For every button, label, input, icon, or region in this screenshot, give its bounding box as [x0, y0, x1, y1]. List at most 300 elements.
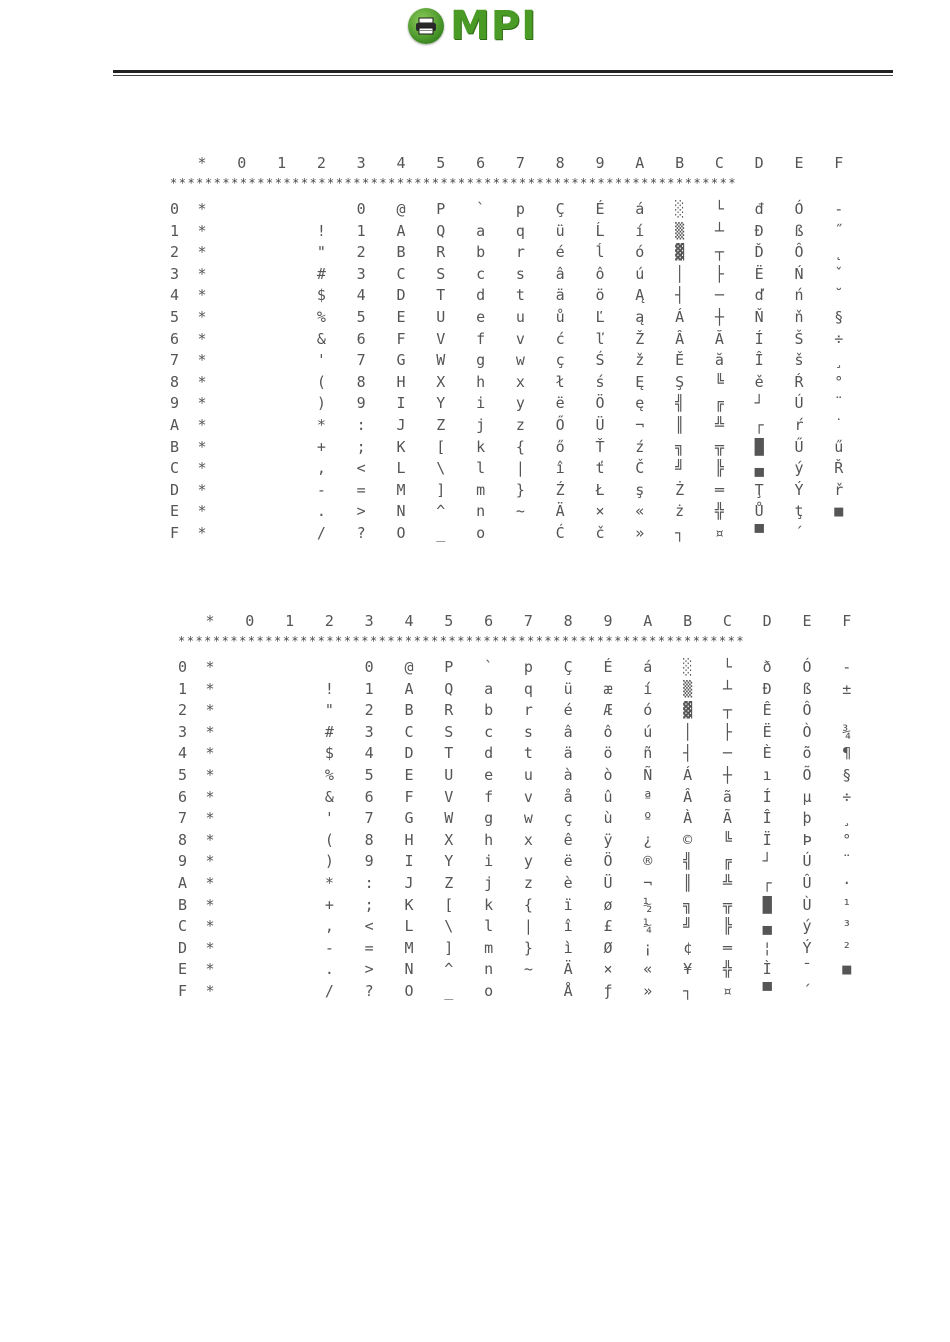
row-label: 4	[178, 744, 188, 763]
table-cell: 6	[364, 787, 374, 806]
table-cell: ą	[635, 308, 645, 326]
table-cell: Î	[754, 351, 764, 370]
table-row	[178, 657, 858, 678]
table-cell: ð	[762, 658, 772, 676]
table-cell: Ů	[754, 502, 764, 521]
table-cell: Ý	[802, 938, 812, 957]
table-cell: é	[555, 243, 565, 262]
table-row	[178, 787, 858, 808]
table-cell: §	[834, 308, 844, 326]
table-cell: Ë	[762, 722, 772, 741]
table-cell: │	[683, 722, 693, 741]
table-cell: ý	[794, 459, 804, 478]
table-cell: :	[356, 416, 366, 434]
table-cell: ╚	[722, 830, 732, 849]
table-cell: V	[436, 329, 446, 348]
table-cell: ˛	[834, 243, 844, 262]
table-cell: T	[436, 286, 446, 305]
table-cell: e	[484, 766, 494, 784]
row-label: F	[178, 982, 188, 1000]
table-cell: ú	[635, 264, 645, 283]
table-cell: Ř	[834, 459, 844, 478]
table-cell: ¸	[834, 351, 844, 370]
table-cell: =	[364, 938, 374, 957]
table-cell: ÷	[834, 329, 844, 348]
table-cell: P	[436, 200, 446, 218]
table-cell: ő	[555, 437, 565, 456]
table-cell: )	[324, 852, 334, 871]
table-cell: º	[643, 809, 653, 828]
table-cell: ø	[603, 895, 613, 914]
table-cell: )	[316, 394, 326, 413]
table-cell: ▓	[683, 701, 693, 720]
table-cell: `	[476, 200, 486, 218]
table-cell: ▄	[762, 917, 772, 936]
table-cell: ¡	[643, 938, 653, 957]
table-cell: þ	[802, 809, 812, 828]
table-cell: k	[476, 437, 486, 456]
table-cell: ▓	[675, 243, 685, 262]
table-cell: n	[484, 960, 494, 979]
table-cell: N	[404, 960, 414, 979]
table-cell: L	[404, 917, 414, 936]
table-cell: U	[436, 308, 446, 326]
table-cell: m	[476, 480, 486, 499]
row-label: E	[178, 960, 188, 979]
table-cell: ┤	[675, 286, 685, 305]
table-cell: í	[635, 221, 645, 240]
row-label: D	[178, 938, 188, 957]
table-cell: {	[523, 895, 533, 914]
table-row	[170, 285, 850, 306]
table-cell: Y	[444, 852, 454, 871]
column-header: D	[762, 612, 772, 630]
column-header: 8	[563, 612, 573, 630]
table-cell: *	[205, 960, 215, 979]
table-cell: a	[476, 221, 486, 240]
table-cell: g	[476, 351, 486, 370]
table-cell: ½	[643, 895, 653, 914]
logo-text: MPI	[450, 3, 538, 49]
table-cell: È	[762, 744, 772, 763]
table-cell: J	[396, 416, 406, 434]
table-cell: J	[404, 874, 414, 892]
table-cell: ┌	[762, 874, 772, 892]
table-cell: N	[396, 502, 406, 521]
table-cell: *	[197, 524, 207, 542]
column-header: B	[683, 612, 693, 630]
table-cell: û	[603, 787, 613, 806]
table-cell: <	[364, 917, 374, 936]
table-cell: b	[476, 243, 486, 262]
table-cell: D	[404, 744, 414, 763]
table-cell: É	[595, 200, 605, 218]
table-cell: æ	[603, 679, 613, 698]
table-cell: Ő	[555, 416, 565, 434]
table-cell: Á	[683, 766, 693, 784]
table-cell: ╦	[714, 437, 724, 456]
table-cell: Ø	[603, 938, 613, 957]
table-cell: ?	[364, 982, 374, 1000]
table-cell: G	[404, 809, 414, 828]
table-cell: F	[404, 787, 414, 806]
table-cell: ┬	[722, 701, 732, 720]
column-header: 9	[595, 154, 605, 172]
table-cell: i	[476, 394, 486, 413]
table-cell: ╦	[722, 895, 732, 914]
table-cell: ô	[603, 722, 613, 741]
table-cell: Â	[683, 787, 693, 806]
table-cell: Â	[675, 329, 685, 348]
table-cell: Õ	[802, 766, 812, 784]
table-cell: Ô	[794, 243, 804, 262]
table-cell: ═	[722, 938, 732, 957]
table-cell: *	[197, 308, 207, 326]
table-cell: ]	[444, 938, 454, 957]
table-cell: ã	[722, 787, 732, 806]
row-label: 2	[170, 243, 180, 262]
table-cell: ÷	[842, 787, 852, 806]
table-cell: ©	[683, 830, 693, 849]
table-cell: *	[205, 658, 215, 676]
table-cell: u	[523, 766, 533, 784]
table-cell: █	[754, 437, 764, 456]
table-cell: h	[476, 372, 486, 391]
table-row	[170, 523, 850, 544]
table-cell: ŕ	[794, 416, 804, 434]
table-cell: ń	[794, 286, 804, 305]
table-cell: Ú	[802, 852, 812, 871]
table-cell: ─	[714, 286, 724, 305]
table-cell: ß	[794, 221, 804, 240]
table-cell: g	[484, 809, 494, 828]
table-cell: j	[484, 874, 494, 892]
table-row	[170, 480, 850, 501]
table-cell: *	[205, 744, 215, 763]
table-cell: Ó	[802, 658, 812, 676]
table-cell: å	[563, 787, 573, 806]
table-cell: ╗	[675, 437, 685, 456]
table-cell: ×	[603, 960, 613, 979]
table-cell: 8	[364, 830, 374, 849]
table-cell: Ì	[762, 960, 772, 979]
table-cell: ù	[603, 809, 613, 828]
table-cell: R	[436, 243, 446, 262]
table-cell: ¤	[722, 982, 732, 1000]
table-cell: *	[197, 416, 207, 434]
table-cell: ■	[834, 502, 844, 521]
table-cell: 5	[356, 308, 366, 326]
table-cell: ¨	[842, 852, 852, 871]
table-cell: °	[842, 830, 852, 849]
table-cell: a	[484, 679, 494, 698]
table-cell: 1	[364, 679, 374, 698]
table-cell: ÿ	[603, 830, 613, 849]
table-row	[178, 895, 858, 916]
table-cell: ±	[842, 679, 852, 698]
table-cell: ▒	[675, 221, 685, 240]
table-cell: ç	[563, 809, 573, 828]
table-cell: Ń	[794, 264, 804, 283]
row-label: 8	[178, 830, 188, 849]
table-cell: ţ	[794, 502, 804, 521]
table-cell: ř	[834, 480, 844, 499]
table-cell: '	[316, 351, 326, 370]
table-cell: Í	[762, 787, 772, 806]
row-label: 5	[178, 766, 188, 784]
table-cell: °	[834, 372, 844, 391]
table-cell: f	[484, 787, 494, 806]
table-cell: Ü	[595, 416, 605, 434]
table-cell: *	[197, 502, 207, 521]
table-cell: '	[324, 809, 334, 828]
table-cell: »	[635, 524, 645, 542]
table-cell: ▀	[762, 982, 772, 1000]
table-cell: ó	[643, 701, 653, 720]
row-label: 9	[178, 852, 188, 871]
table-cell: ╣	[683, 852, 693, 871]
table-cell: «	[643, 960, 653, 979]
table-cell: c	[476, 264, 486, 283]
table-cell: "	[316, 243, 326, 262]
table-cell: Á	[675, 308, 685, 326]
table-cell: Ş	[675, 372, 685, 391]
table-row	[178, 808, 858, 829]
table-cell: C	[404, 722, 414, 741]
table-cell: ñ	[643, 744, 653, 763]
table-cell: 3	[356, 264, 366, 283]
table-cell: }	[523, 938, 533, 957]
table-cell: Q	[436, 221, 446, 240]
table-cell: ¨	[834, 394, 844, 413]
column-header: 8	[555, 154, 565, 172]
table-cell: í	[643, 679, 653, 698]
table-cell: +	[316, 437, 326, 456]
table-cell: -	[324, 938, 334, 957]
table-cell: ^	[444, 960, 454, 979]
column-header: 4	[404, 612, 414, 630]
table-cell: 8	[356, 372, 366, 391]
table-cell: S	[444, 722, 454, 741]
table-cell: /	[324, 982, 334, 1000]
table-cell: µ	[802, 787, 812, 806]
table-cell: X	[444, 830, 454, 849]
table-cell: Ľ	[595, 308, 605, 326]
row-label: 6	[178, 787, 188, 806]
table-cell: ├	[722, 722, 732, 741]
table-cell: Ò	[802, 722, 812, 741]
table-cell: ý	[802, 917, 812, 936]
row-label: 0	[170, 200, 180, 218]
table-cell: ë	[555, 394, 565, 413]
row-label: A	[178, 874, 188, 892]
table-cell: }	[515, 480, 525, 499]
table-cell: č	[595, 524, 605, 542]
table-row	[178, 916, 858, 937]
row-label: A	[170, 416, 180, 434]
table-cell: ²	[842, 938, 852, 957]
character-table-2	[178, 612, 858, 1007]
table-cell: ┌	[754, 416, 764, 434]
table-cell: ˙	[834, 416, 844, 434]
table-cell: 7	[364, 809, 374, 828]
table-cell: Ť	[595, 437, 605, 456]
table-cell: ä	[563, 744, 573, 763]
table-cell: ├	[714, 264, 724, 283]
table-cell: r	[515, 243, 525, 262]
table-cell: e	[476, 308, 486, 326]
table-cell: Z	[444, 874, 454, 892]
table-cell: ö	[595, 286, 605, 305]
table-cell: â	[563, 722, 573, 741]
table-cell: è	[563, 874, 573, 892]
table-cell: o	[476, 524, 486, 542]
table-cell: E	[396, 308, 406, 326]
table-cell: Ź	[555, 480, 565, 499]
table-cell: Ö	[603, 852, 613, 871]
table-cell: $	[324, 744, 334, 763]
table-cell: *	[197, 480, 207, 499]
table-cell: #	[316, 264, 326, 283]
table-cell: ┐	[683, 982, 693, 1000]
table-cell: ´	[794, 524, 804, 542]
table-cell: M	[396, 480, 406, 499]
table-cell: *	[205, 852, 215, 871]
table-cell: B	[404, 701, 414, 720]
table-cell: *	[205, 722, 215, 741]
table-cell: ┼	[722, 766, 732, 784]
table-cell: -	[316, 480, 326, 499]
table-row	[178, 765, 858, 786]
column-header: A	[635, 154, 645, 172]
table-cell: ş	[635, 480, 645, 499]
table-cell: ï	[563, 895, 573, 914]
table-cell: t	[515, 286, 525, 305]
row-label: B	[178, 895, 188, 914]
table-cell: q	[515, 221, 525, 240]
table-cell: {	[515, 437, 525, 456]
table-cell: d	[484, 744, 494, 763]
table-cell: K	[396, 437, 406, 456]
table-cell: ô	[595, 264, 605, 283]
table-cell: ═	[714, 480, 724, 499]
table-cell: ┼	[714, 308, 724, 326]
table-cell: v	[523, 787, 533, 806]
table-cell: ò	[603, 766, 613, 784]
table-cell: Ã	[722, 809, 732, 828]
table-cell: Ö	[595, 394, 605, 413]
table-cell: o	[484, 982, 494, 1000]
row-label: 0	[178, 658, 188, 676]
table-row	[170, 264, 850, 285]
table-cell: ă	[714, 351, 724, 370]
table-cell: &	[316, 329, 326, 348]
column-header: C	[714, 154, 724, 172]
column-header: 7	[523, 612, 533, 630]
row-label: C	[170, 459, 180, 478]
table-row	[170, 372, 850, 393]
table-cell: $	[316, 286, 326, 305]
row-label: F	[170, 524, 180, 542]
table-cell: *	[316, 416, 326, 434]
table-cell: ć	[555, 329, 565, 348]
table-cell: ň	[794, 308, 804, 326]
table-cell: ▄	[754, 459, 764, 478]
table-cell: C	[396, 264, 406, 283]
table-cell: %	[316, 308, 326, 326]
table-cell: Ó	[794, 200, 804, 218]
table-cell: *	[197, 351, 207, 370]
table-row	[178, 959, 858, 980]
table-cell: x	[523, 830, 533, 849]
table-cell: k	[484, 895, 494, 914]
table-cell: ö	[603, 744, 613, 763]
table-cell: ┴	[722, 679, 732, 698]
table-cell: r	[523, 701, 533, 720]
table-cell: I	[404, 852, 414, 871]
table-cell: y	[523, 852, 533, 871]
table-cell: Ĺ	[595, 221, 605, 240]
table-cell: T	[444, 744, 454, 763]
table-cell: *	[197, 437, 207, 456]
table-cell: ť	[595, 459, 605, 478]
column-header: 3	[356, 154, 366, 172]
table-cell: i	[484, 852, 494, 871]
table-cell: .	[316, 502, 326, 521]
table-cell: p	[515, 200, 525, 218]
table-cell: Č	[635, 459, 645, 478]
table-cell: Ě	[675, 351, 685, 370]
table-cell: y	[515, 394, 525, 413]
table-cell: 9	[364, 852, 374, 871]
table-cell: Ç	[555, 200, 565, 218]
table-cell: ĺ	[595, 243, 605, 262]
table-cell: =	[356, 480, 366, 499]
table-cell: [	[436, 437, 446, 456]
table-cell: O	[404, 982, 414, 1000]
table-cell: À	[683, 809, 693, 828]
table-cell: Ž	[635, 329, 645, 348]
table-cell: *	[197, 394, 207, 413]
table-cell: j	[476, 416, 486, 434]
table-cell: b	[484, 701, 494, 720]
table-cell: R	[444, 701, 454, 720]
table-cell: 2	[356, 243, 366, 262]
column-header: 6	[476, 154, 486, 172]
table-cell: Ŕ	[794, 372, 804, 391]
table-cell: đ	[754, 200, 764, 218]
table-cell: *	[197, 243, 207, 262]
table-cell: ¸	[842, 809, 852, 828]
table-cell: ¤	[714, 524, 724, 542]
table-cell: >	[364, 960, 374, 979]
table-cell: ³	[842, 917, 852, 936]
table-cell: Ż	[675, 480, 685, 499]
table-cell: ,	[316, 459, 326, 478]
table-cell: Ă	[714, 329, 724, 348]
table-cell: z	[523, 874, 533, 892]
table-cell: &	[324, 787, 334, 806]
table-cell: 5	[364, 766, 374, 784]
table-row	[178, 873, 858, 894]
table-cell: *	[197, 200, 207, 218]
table-cell: H	[404, 830, 414, 849]
table-cell: Š	[794, 329, 804, 348]
column-header: D	[754, 154, 764, 172]
table-cell: Ű	[794, 437, 804, 456]
column-header: 6	[484, 612, 494, 630]
table-cell: Ù	[802, 895, 812, 914]
